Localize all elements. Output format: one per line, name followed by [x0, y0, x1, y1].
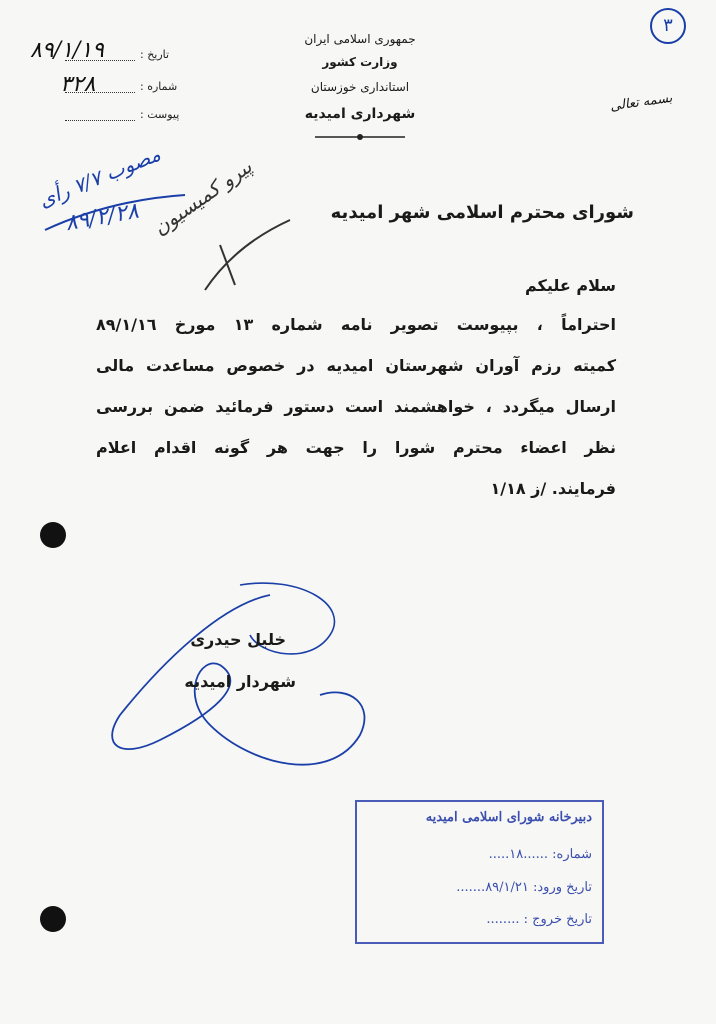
page-number-circle: [650, 8, 686, 44]
handwritten-note-black: پیرو کمیسیون: [148, 154, 257, 240]
punch-hole-bottom: [40, 906, 66, 932]
header-line-1: جمهوری اسلامی ایران: [304, 32, 416, 46]
recipient-title: شورای محترم اسلامی شهر امیدیه: [330, 202, 634, 223]
header-line-2: وزارت کشور: [322, 55, 398, 69]
body-line-1: احتراماً ، بپیوست تصویر نامه شماره ١٣ مورخ ٨٩/١/١٦: [96, 315, 616, 334]
stamp-entry-date-line: تاریخ ورود: ٨٩/١/٢١.......: [456, 880, 592, 895]
black-slash-mark: [195, 215, 295, 295]
number-label: شماره :: [140, 80, 178, 93]
header-ornament-divider: [310, 132, 410, 142]
stamp-exit-date-line: تاریخ خروج : ........: [486, 912, 592, 927]
body-line-2: کمیته رزم آوران شهرستان امیدیه در خصوص مساعدت مالی: [96, 356, 616, 375]
attachment-dots: [65, 120, 135, 121]
header-line-3: استانداری خوزستان: [310, 80, 410, 94]
greeting-text: سلام علیکم: [524, 276, 616, 295]
body-line-5: فرمایند. /ز ١/١٨: [490, 479, 616, 498]
body-line-3: ارسال میگردد ، خواهشمند است دستور فرمائید ضمن بررسی: [96, 397, 616, 416]
approval-date-blue: ٨٩/٢/٢٨: [63, 198, 141, 237]
punch-hole-top: [40, 522, 66, 548]
signature-name: خلیل حیدری: [190, 630, 286, 649]
number-dots: [65, 92, 135, 93]
bismillah-text: بسمه تعالی: [609, 90, 674, 115]
header-municipality: شهرداری امیدیه: [304, 106, 416, 122]
attachment-label: پیوست :: [140, 108, 180, 121]
signature-title: شهردار امیدیه: [184, 672, 296, 691]
date-dots: [65, 60, 135, 61]
date-label: تاریخ :: [140, 48, 170, 61]
page-number: ٣: [663, 15, 673, 36]
stamp-title: دبیرخانه شورای اسلامی امیدیه: [425, 810, 592, 825]
stamp-number-line: شماره: ......١٨.....: [488, 847, 592, 862]
secretariat-stamp: [355, 800, 604, 944]
number-value: ٣٢٨: [60, 72, 96, 97]
date-value: ٨٩/١/١٩: [30, 38, 104, 63]
approval-note-blue: مصوب ٧/٧ رأی: [35, 141, 164, 213]
body-line-4: نظر اعضاء محترم شورا را جهت هر گونه اقدام اعلام: [96, 438, 616, 457]
